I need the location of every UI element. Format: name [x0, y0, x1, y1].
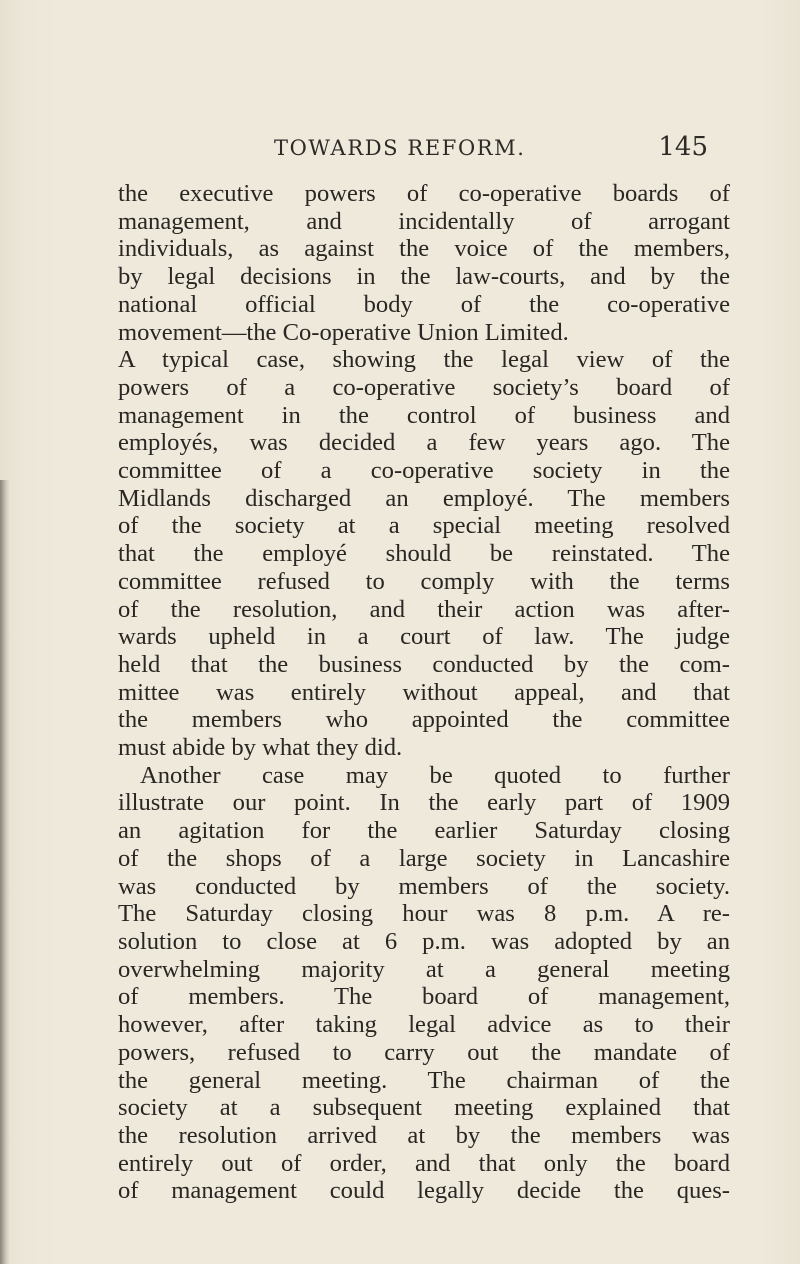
- running-head: [120, 126, 720, 166]
- text-line: Another case may be quoted to further: [140, 761, 730, 789]
- text-line: wards upheld in a court of law. The judge: [118, 623, 730, 651]
- text-line: an agitation for the earlier Saturday closing: [118, 817, 730, 845]
- text-line: was conducted by members of the society.: [118, 872, 730, 900]
- text-line: overwhelming majority at a general meeting: [118, 955, 730, 983]
- page-number: 145: [658, 132, 708, 162]
- text-line: the executive powers of co-operative boards of: [118, 180, 730, 207]
- text-line: the members who appointed the committee: [118, 706, 730, 734]
- text-line: of the society at a special meeting resolved: [118, 512, 730, 540]
- text-line: management in the control of business and: [118, 401, 730, 429]
- text-line: committee of a co-operative society in the: [118, 457, 730, 485]
- text-line: held that the business conducted by the com-: [118, 650, 730, 678]
- page-gutter-shadow: [0, 480, 10, 1264]
- text-line: illustrate our point. In the early part of 1909: [118, 789, 730, 817]
- text-line: the resolution arrived at by the members was: [118, 1121, 730, 1149]
- text-line: mittee was entirely without appeal, and that: [118, 678, 730, 706]
- text-line: of members. The board of management,: [118, 983, 730, 1011]
- text-line: movement—the Co-operative Union Limited.: [118, 318, 569, 346]
- text-line: by legal decisions in the law-courts, and by the: [118, 263, 730, 291]
- text-line: individuals, as against the voice of the members,: [118, 235, 730, 263]
- body-text: [118, 180, 730, 1205]
- text-line: society at a subsequent meeting explained that: [118, 1094, 730, 1122]
- text-line: that the employé should be reinstated. The: [118, 540, 730, 568]
- text-line: management, and incidentally of arrogant: [118, 207, 730, 235]
- text-line: The Saturday closing hour was 8 p.m. A re-: [118, 900, 730, 928]
- text-line: solution to close at 6 p.m. was adopted by an: [118, 927, 730, 955]
- text-line: of the shops of a large society in Lancashire: [118, 844, 730, 872]
- text-line: must abide by what they did.: [118, 734, 403, 762]
- text-line: of management could legally decide the ques-: [118, 1177, 730, 1205]
- text-line: employés, was decided a few years ago. The: [118, 429, 730, 457]
- text-line: committee refused to comply with the terms: [118, 567, 730, 595]
- running-title: TOWARDS REFORM.: [274, 136, 526, 160]
- text-line: of the resolution, and their action was after-: [118, 595, 730, 623]
- text-line: however, after taking legal advice as to their: [118, 1011, 730, 1039]
- text-line: powers, refused to carry out the mandate of: [118, 1038, 730, 1066]
- text-line: powers of a co-operative society’s board of: [118, 373, 730, 401]
- text-line: A typical case, showing the legal view of the: [118, 346, 730, 374]
- text-line: Midlands discharged an employé. The members: [118, 484, 730, 512]
- text-line: entirely out of order, and that only the board: [118, 1149, 730, 1177]
- text-line: national official body of the co-operative: [118, 290, 730, 318]
- text-line: the general meeting. The chairman of the: [118, 1066, 730, 1094]
